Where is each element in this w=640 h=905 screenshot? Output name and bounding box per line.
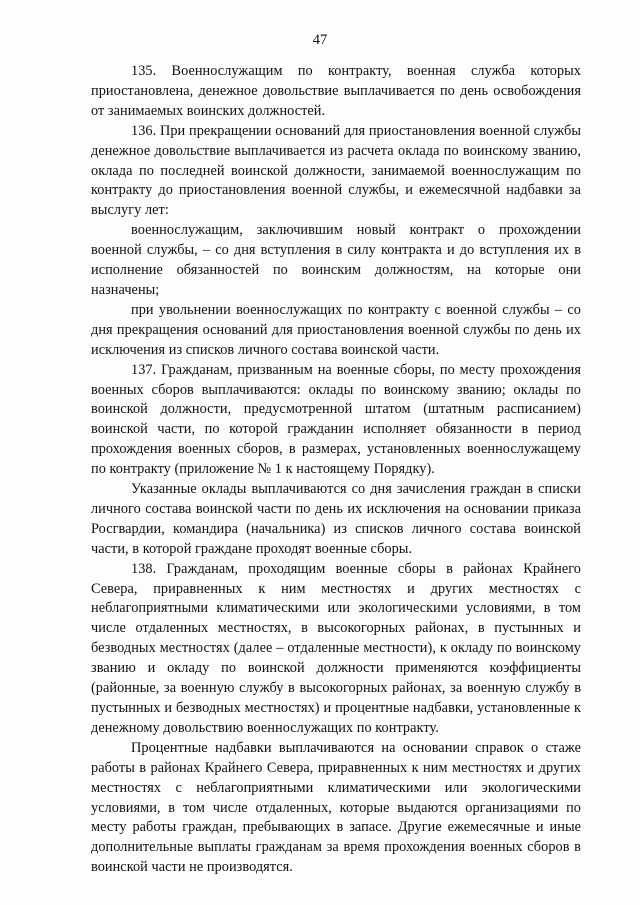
- paragraph-136-new-contract: военнослужащим, заключившим новый контракт о прохождении военной службы, – со дня вступления в силу контракта и до вступления их в исполнение обязанностей по воинским должностям, на которые они назначены;: [91, 222, 581, 298]
- paragraph-138: 138. Гражданам, проходящим военные сборы в районах Крайнего Севера, приравненных к ним местностях и других местностях с неблагоприятными климатическими или экологическими условиями, в том числе отдаленных местностях, в высокогорных районах, в пустынных и безводных местностях (далее – отдаленные местности), к окладу по воинскому званию и окладу по воинской должности применяются коэффициенты (районные, за военную службу в высокогорных районах, за военную службу в пустынных и безводных местностях) и процентные надбавки, установленные к денежному довольствию военнослужащих по контракту.: [91, 560, 581, 736]
- document-body: [91, 62, 581, 878]
- page-number: 47: [312, 32, 328, 48]
- paragraph-137-salaries: Указанные оклады выплачиваются со дня зачисления граждан в списки личного состава воинской части по день их исключения на основании приказа Росгвардии, командира (начальника) из списков личного состава воинской части, в которой граждане проходят военные сборы.: [91, 481, 581, 557]
- paragraph-137: 137. Гражданам, призванным на военные сборы, по месту прохождения военных сборов выплачиваются: оклады по воинскому званию; оклады по воинской должности, предусмотренной штатом (штатным расписанием) воинской части, по которой гражданин исполняет обязанности в период прохождения военных сборов, в размерах, установленных военнослужащему по контракту (приложение № 1 к настоящему Порядку).: [91, 361, 581, 478]
- paragraph-136: 136. При прекращении оснований для приостановления военной службы денежное довольствие выплачивается из расчета оклада по воинскому званию, оклада по последней воинской должности, занимаемой военнослужащим по контракту до приостановления военной службы, и ежемесячной надбавки за выслугу лет:: [91, 122, 581, 219]
- paragraph-135: 135. Военнослужащим по контракту, военная служба которых приостановлена, денежное довольствие выплачивается по день освобождения от занимаемых воинских должностей.: [91, 63, 581, 119]
- paragraph-136-dismissal: при увольнении военнослужащих по контракту с военной службы – со дня прекращения оснований для приостановления военной службы по день их исключения из списков личного состава воинской части.: [91, 301, 581, 358]
- paragraph-138-allowances: Процентные надбавки выплачиваются на основании справок о стаже работы в районах Крайнего Севера, приравненных к ним местностях и других местностях с неблагоприятными климатическими или экологическими условиями, в том числе отдаленных, которые выдаются организациями по месту работы граждан, пребывающих в запасе. Другие ежемесячные и иные дополнительные выплаты гражданам за время прохождения военных сборов в воинской части не производятся.: [91, 739, 581, 876]
